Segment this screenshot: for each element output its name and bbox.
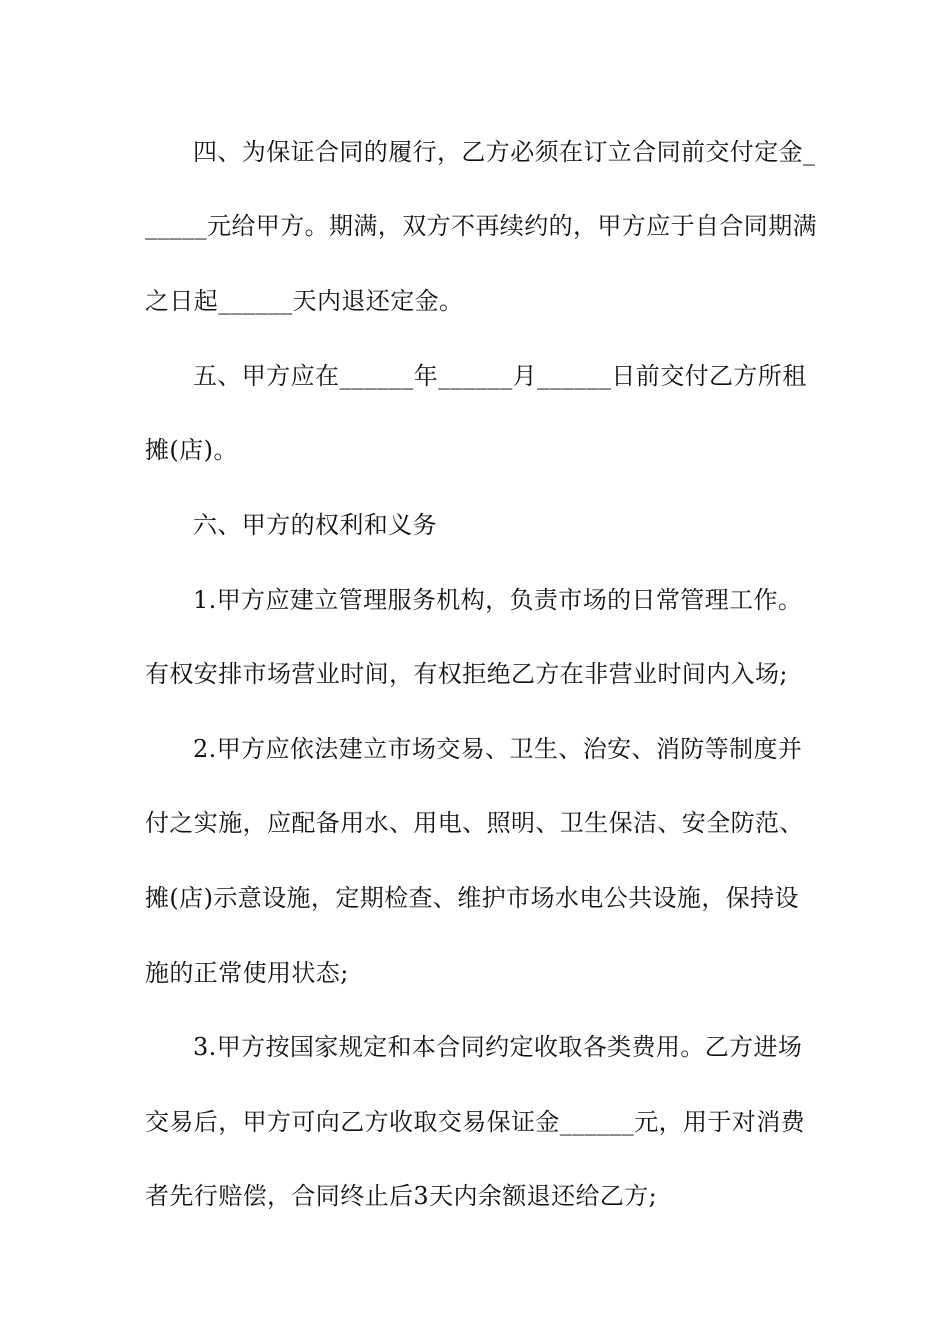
item-3-line-3: 者先行赔偿，合同终止后3天内余额退还给乙方; bbox=[145, 1182, 658, 1210]
item-2-line-4: 施的正常使用状态; bbox=[145, 959, 349, 987]
item-2-line-1: 2.甲方应依法建立市场交易、卫生、治安、消防等制度并 bbox=[193, 735, 803, 763]
item-1-line-1: 1.甲方应建立管理服务机构，负责市场的日常管理工作。 bbox=[193, 586, 803, 614]
item-2-line-2: 付之实施，应配备用水、用电、照明、卫生保洁、安全防范、 bbox=[145, 809, 804, 837]
item-3-line-2: 交易后，甲方可向乙方收取交易保证金______元，用于对消费 bbox=[145, 1108, 805, 1136]
clause-5-line-1: 五、甲方应在______年______月______日前交付乙方所租 bbox=[193, 362, 807, 390]
item-1-line-2: 有权安排市场营业时间，有权拒绝乙方在非营业时间内入场; bbox=[145, 660, 788, 688]
clause-4-line-2: _____元给甲方。期满，双方不再续约的，甲方应于自合同期满 bbox=[145, 212, 817, 240]
clause-4-line-1: 四、为保证合同的履行，乙方必须在订立合同前交付定金_ bbox=[193, 138, 816, 166]
clause-4-line-3: 之日起______天内退还定金。 bbox=[145, 287, 464, 315]
item-2-line-3: 摊(店)示意设施，定期检查、维护市场水电公共设施，保持设 bbox=[145, 884, 799, 912]
item-3-line-1: 3.甲方按国家规定和本合同约定收取各类费用。乙方进场 bbox=[193, 1033, 803, 1061]
section-6-heading: 六、甲方的权利和义务 bbox=[193, 511, 437, 539]
clause-5-line-2: 摊(店)。 bbox=[145, 436, 238, 464]
